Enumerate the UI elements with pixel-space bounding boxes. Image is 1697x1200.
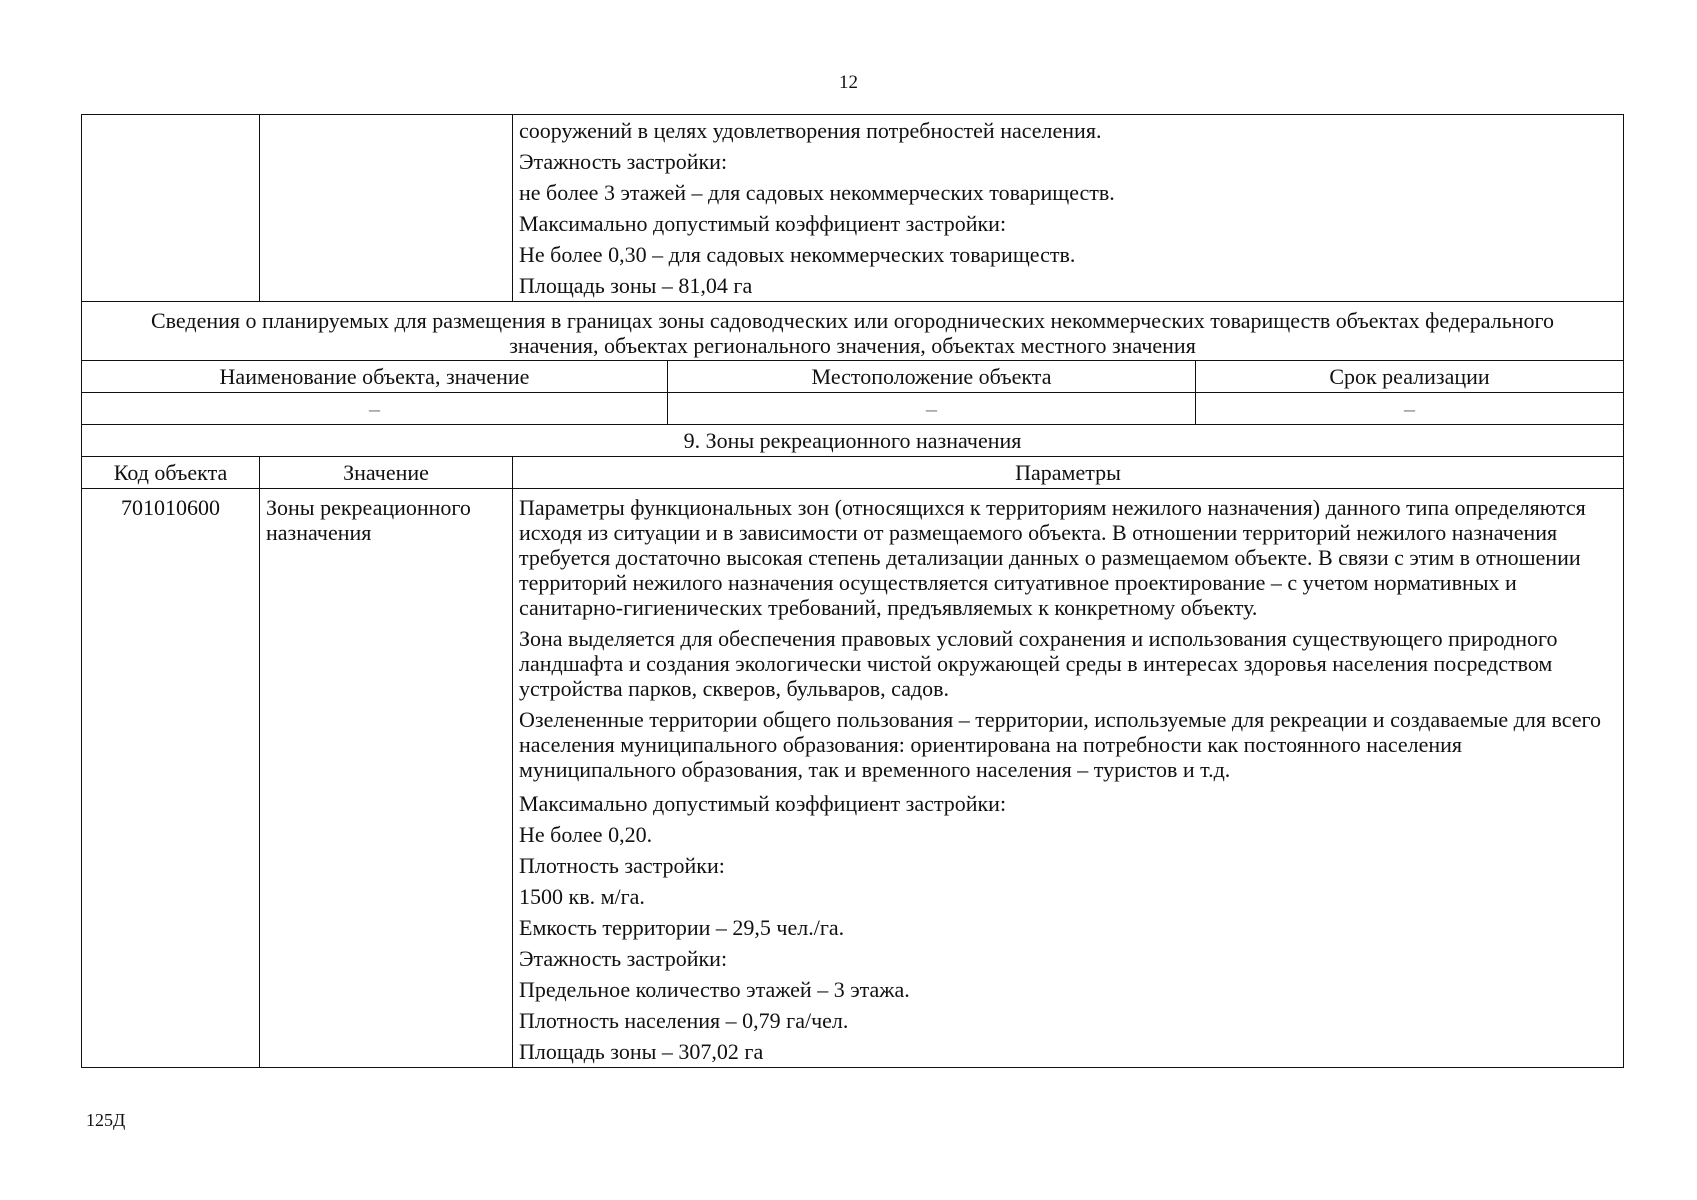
header-object-location: Местоположение объекта bbox=[668, 361, 1196, 393]
header-object-code: Код объекта bbox=[82, 457, 260, 489]
document-table bbox=[81, 114, 1624, 1068]
zone-section-title: 9. Зоны рекреационного назначения bbox=[82, 425, 1624, 457]
param-paragraph: Зона выделяется для обеспечения правовых условий сохранения и использования существующего природного ландшафта и создания экологически чистой окружающей среды в интересах здоровья населения посредством устройства парков, скверов, бульваров, садов. bbox=[519, 626, 1558, 701]
continuation-code-cell bbox=[82, 115, 260, 302]
continuation-meaning-cell bbox=[260, 115, 513, 302]
page-number: 12 bbox=[839, 72, 858, 93]
param-line: Не более 0,30 – для садовых некоммерческих товариществ. bbox=[519, 242, 1076, 267]
implementation-period-value: – bbox=[1196, 393, 1624, 425]
param-line: Плотность населения – 0,79 га/чел. bbox=[519, 1008, 849, 1033]
param-line: Плотность застройки: bbox=[519, 853, 725, 878]
header-meaning: Значение bbox=[260, 457, 513, 489]
param-line: Емкость территории – 29,5 чел./га. bbox=[519, 915, 845, 940]
continuation-row bbox=[82, 115, 1624, 302]
param-line: не более 3 этажей – для садовых некоммерческих товариществ. bbox=[519, 180, 1115, 205]
zone-parameters-cell bbox=[513, 489, 1624, 1068]
planned-objects-data-row bbox=[82, 393, 1624, 425]
param-line: 1500 кв. м/га. bbox=[519, 884, 645, 909]
param-paragraph: Параметры функциональных зон (относящихся к территориям нежилого назначения) данного типа определяются исходя из ситуации и в зависимости от размещаемого объекта. В отношении территорий нежилого назначения требуется достаточно высокая степень детализации данных о размещаемом объекте. В связи с этим в отношении территорий нежилого назначения осуществляется ситуативное проектирование – с учетом нормативных и санитарно-гигиенических требований, предъявляемых к конкретному объекту. bbox=[519, 495, 1586, 620]
param-line: Не более 0,20. bbox=[519, 822, 653, 847]
header-implementation-period: Срок реализации bbox=[1196, 361, 1624, 393]
planned-objects-header-row bbox=[82, 361, 1624, 393]
param-line: Максимально допустимый коэффициент застройки: bbox=[519, 791, 1007, 816]
param-line: Этажность застройки: bbox=[519, 149, 728, 174]
param-line: сооружений в целях удовлетворения потребностей населения. bbox=[519, 118, 1102, 143]
planned-objects-title-row bbox=[82, 302, 1624, 361]
object-name-value: – bbox=[82, 393, 668, 425]
param-paragraph: Озелененные территории общего пользования – территории, используемые для рекреации и создаваемые для всего населения муниципального образования: ориентирована на потребности как постоянного населения муниципального образования, так и временного населения – туристов и т.д. bbox=[519, 707, 1601, 782]
param-line: Максимально допустимый коэффициент застройки: bbox=[519, 211, 1007, 236]
header-parameters: Параметры bbox=[513, 457, 1624, 489]
object-code: 701010600 bbox=[82, 489, 260, 1068]
zone-title-row bbox=[82, 425, 1624, 457]
object-location-value: – bbox=[668, 393, 1196, 425]
param-line: Площадь зоны – 81,04 га bbox=[519, 273, 753, 298]
zone-meaning: Зоны рекреационного назначения bbox=[260, 489, 513, 1068]
zone-header-row bbox=[82, 457, 1624, 489]
param-line: Площадь зоны – 307,02 га bbox=[519, 1039, 764, 1064]
param-line: Предельное количество этажей – 3 этажа. bbox=[519, 977, 910, 1002]
param-line: Этажность застройки: bbox=[519, 946, 728, 971]
planned-objects-title: Сведения о планируемых для размещения в границах зоны садоводческих или огороднических некоммерческих товариществ объектах федерального значения, объектах регионального значения, объектах местного значения bbox=[82, 302, 1624, 361]
footer-code: 125Д bbox=[86, 1110, 126, 1130]
header-object-name: Наименование объекта, значение bbox=[82, 361, 668, 393]
zone-data-row bbox=[82, 489, 1624, 1068]
continuation-params-cell bbox=[513, 115, 1624, 302]
